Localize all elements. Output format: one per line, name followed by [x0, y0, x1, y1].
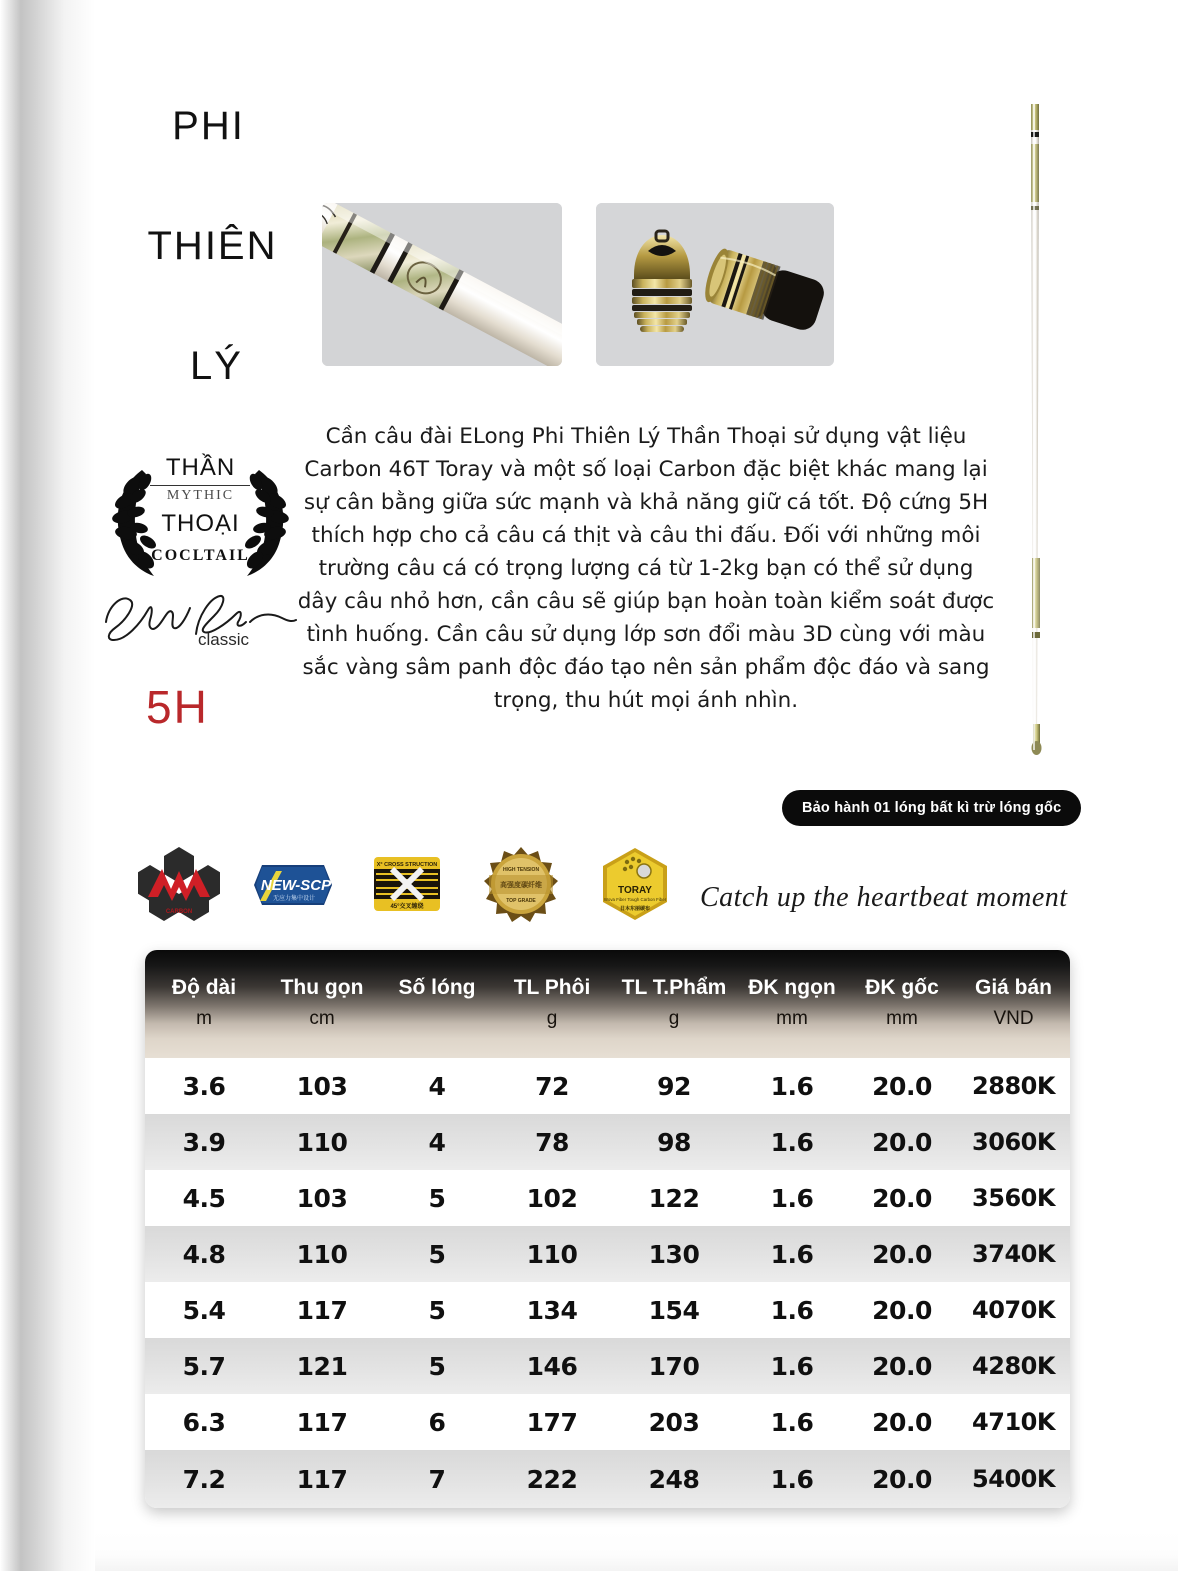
- cell-3: 78: [535, 1127, 569, 1157]
- cell-price: 4070K: [972, 1296, 1055, 1324]
- cell-2: 5: [428, 1239, 446, 1269]
- cell-6: 20.0: [872, 1464, 932, 1494]
- badge-thoai-label: THOẠI: [161, 510, 240, 537]
- cell-6: 20.0: [872, 1127, 932, 1157]
- table-row: [145, 1226, 1070, 1282]
- cell-4: 122: [648, 1183, 700, 1213]
- brand-line-3: LÝ: [190, 344, 243, 388]
- butt-cap-image: [596, 203, 834, 366]
- warranty-badge: Bảo hành 01 lóng bất kì trừ lóng gốc: [782, 790, 1081, 826]
- svg-text:TOP GRADE: TOP GRADE: [506, 898, 536, 904]
- cell-3: 146: [526, 1351, 578, 1381]
- cell-4: 92: [657, 1071, 691, 1101]
- cell-5: 1.6: [770, 1351, 814, 1381]
- svg-text:Wova Fiber Tough Carbon Fiber: Wova Fiber Tough Carbon Fiber: [603, 897, 667, 902]
- column-header-4: TL T.Phẩm: [621, 976, 727, 999]
- cell-3: 110: [526, 1239, 578, 1269]
- svg-text:TORAY: TORAY: [618, 885, 652, 896]
- page-title: [105, 105, 320, 387]
- svg-text:高强度碳纤维: 高强度碳纤维: [500, 882, 542, 889]
- brand-line-2: THIÊN: [147, 224, 278, 268]
- cell-5: 1.6: [770, 1127, 814, 1157]
- table-row: [145, 1170, 1070, 1226]
- badge-cocltail-label: COCLTAIL: [151, 547, 250, 564]
- svg-text:HIGH TENSION: HIGH TENSION: [502, 867, 540, 873]
- cell-1: 103: [296, 1071, 348, 1101]
- cell-3: 177: [526, 1407, 578, 1437]
- cell-price: 3740K: [972, 1240, 1055, 1268]
- cell-0: 5.4: [182, 1295, 226, 1325]
- column-unit-7: VND: [993, 1008, 1034, 1029]
- gold-seal-badge-icon: [480, 845, 562, 923]
- certification-badges: [138, 843, 683, 925]
- cell-6: 20.0: [872, 1071, 932, 1101]
- column-header-0: Độ dài: [171, 976, 237, 999]
- cell-5: 1.6: [770, 1071, 814, 1101]
- cell-2: 4: [428, 1127, 446, 1157]
- cell-price: 4280K: [972, 1352, 1055, 1380]
- cell-0: 4.8: [182, 1239, 226, 1269]
- mythic-laurel-badge: [98, 452, 303, 587]
- tagline: Catch up the heartbeat moment: [700, 882, 1068, 913]
- column-unit-4: g: [668, 1008, 680, 1029]
- table-row: [145, 1058, 1070, 1114]
- svg-text:日本东丽碳布: 日本东丽碳布: [619, 906, 651, 912]
- cell-3: 222: [526, 1464, 578, 1494]
- cell-5: 1.6: [770, 1464, 814, 1494]
- signature-mark: [100, 588, 300, 650]
- cell-price: 2880K: [972, 1072, 1055, 1100]
- x-cross-badge-icon: [366, 845, 448, 923]
- cell-0: 3.9: [182, 1127, 226, 1157]
- cell-3: 72: [535, 1071, 569, 1101]
- cell-0: 7.2: [182, 1464, 226, 1494]
- column-unit-2: [381, 1008, 493, 1030]
- cell-1: 117: [296, 1464, 348, 1494]
- cell-price: 4710K: [972, 1408, 1055, 1436]
- column-unit-3: g: [546, 1008, 558, 1029]
- column-unit-6: mm: [886, 1008, 918, 1029]
- cell-1: 103: [296, 1183, 348, 1213]
- cell-0: 4.5: [182, 1183, 226, 1213]
- column-unit-1: cm: [309, 1008, 335, 1029]
- cell-5: 1.6: [770, 1407, 814, 1437]
- column-header-6: ĐK gốc: [865, 976, 939, 999]
- cell-1: 110: [296, 1127, 348, 1157]
- cell-6: 20.0: [872, 1351, 932, 1381]
- product-description: Cần câu đài ELong Phi Thiên Lý Thần Thoại sử dụng vật liệu Carbon 46T Toray và một số loại Carbon đặc biệt khác mang lại sự cân bằng giữa sức mạnh và khả năng giữ cá tốt. Độ cứng 5H thích hợp cho cả câu cá thịt và câu thi đấu. Đối với những môi trường câu cá có trọng lượng cá từ 1-2kg bạn có thể sử dụng dây câu nhỏ hơn, cần câu sẽ giúp bạn hoàn toàn kiểm soát được tình huống. Cần câu sử dụng lớp sơn đổi màu 3D cùng với màu sắc vàng sâm panh độc đáo tạo nên sản phẩm độc đáo và sang trọng, thu hút mọi ánh nhìn.: [297, 424, 995, 713]
- full-rod-image: [1020, 88, 1050, 778]
- cell-1: 117: [296, 1295, 348, 1325]
- cell-5: 1.6: [770, 1183, 814, 1213]
- cell-price: 5400K: [972, 1465, 1055, 1493]
- cell-4: 98: [657, 1127, 691, 1157]
- cell-4: 154: [648, 1295, 700, 1325]
- column-unit-5: mm: [776, 1008, 808, 1029]
- toray-badge-icon: [594, 845, 676, 923]
- column-header-1: Thu gọn: [280, 976, 364, 999]
- cell-6: 20.0: [872, 1295, 932, 1325]
- cell-1: 121: [296, 1351, 348, 1381]
- carbon-hex-logo-icon: [138, 845, 220, 923]
- column-header-2: Số lóng: [398, 976, 476, 999]
- svg-text:45°交叉缠绕: 45°交叉缠绕: [390, 904, 424, 910]
- cell-price: 3560K: [972, 1184, 1055, 1212]
- cell-0: 5.7: [182, 1351, 226, 1381]
- svg-text:无应力集中设计: 无应力集中设计: [272, 896, 316, 902]
- fishing-rod-icon: [1020, 88, 1050, 778]
- cell-2: 5: [428, 1351, 446, 1381]
- svg-text:CARBON: CARBON: [165, 909, 193, 915]
- cell-4: 170: [648, 1351, 700, 1381]
- cell-4: 248: [648, 1464, 700, 1494]
- cell-1: 110: [296, 1239, 348, 1269]
- cell-3: 134: [526, 1295, 578, 1325]
- brand-line-1: PHI: [172, 104, 245, 148]
- cell-6: 20.0: [872, 1407, 932, 1437]
- new-scp-badge-icon: [252, 845, 334, 923]
- table-row: [145, 1114, 1070, 1170]
- product-photo-rod-section: [322, 203, 562, 366]
- cell-5: 1.6: [770, 1295, 814, 1325]
- table-body: [145, 1058, 1070, 1508]
- cell-0: 3.6: [182, 1071, 226, 1101]
- table-row: [145, 1282, 1070, 1338]
- badge-divider: [150, 485, 250, 486]
- product-photo-butt-caps: [596, 203, 834, 366]
- cell-3: 102: [526, 1183, 578, 1213]
- cell-6: 20.0: [872, 1239, 932, 1269]
- cell-2: 6: [428, 1407, 446, 1437]
- table-header-units: [145, 1008, 1070, 1030]
- cell-2: 5: [428, 1295, 446, 1325]
- table-header: [145, 950, 1070, 1058]
- svg-text:NEW-SCP: NEW-SCP: [260, 877, 332, 894]
- table-row: [145, 1394, 1070, 1450]
- rod-section-image: [322, 203, 562, 366]
- cell-6: 20.0: [872, 1183, 932, 1213]
- badge-than-label: THẦN: [165, 454, 236, 481]
- cell-2: 5: [428, 1183, 446, 1213]
- cell-2: 4: [428, 1071, 446, 1101]
- svg-text:X° CROSS STRUCTION: X° CROSS STRUCTION: [376, 862, 438, 868]
- cell-0: 6.3: [182, 1407, 226, 1437]
- cell-4: 203: [648, 1407, 700, 1437]
- cell-1: 117: [296, 1407, 348, 1437]
- column-header-5: ĐK ngọn: [748, 976, 836, 999]
- cell-2: 7: [428, 1464, 446, 1494]
- table-row: [145, 1338, 1070, 1394]
- cell-price: 3060K: [972, 1128, 1055, 1156]
- specification-table: [145, 950, 1070, 1508]
- cell-5: 1.6: [770, 1239, 814, 1269]
- table-row: [145, 1450, 1070, 1508]
- hardness-rating: 5H: [146, 681, 209, 733]
- badge-mythic-label: MYTHIC: [166, 488, 235, 503]
- cell-4: 130: [648, 1239, 700, 1269]
- column-header-7: Giá bán: [974, 976, 1053, 999]
- column-unit-0: m: [196, 1008, 212, 1029]
- table-header-titles: [145, 976, 1070, 1000]
- column-header-3: TL Phôi: [513, 976, 591, 999]
- signature-classic-label: classic: [198, 630, 250, 649]
